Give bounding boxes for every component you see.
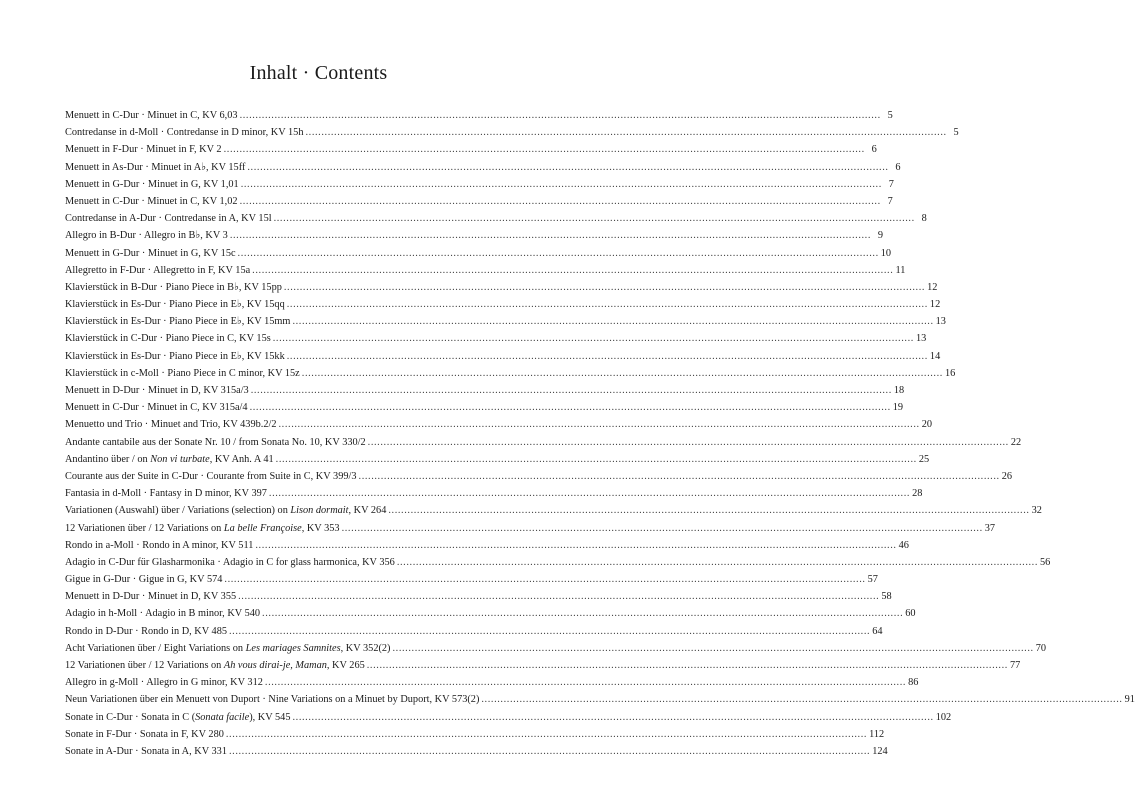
toc-entry-title-part: , KV 264 — [348, 505, 387, 517]
dot-leader — [247, 159, 888, 176]
dot-leader — [287, 348, 928, 365]
toc-entry-title: Contredanse in A-Dur · Contredanse in A, KV 15l — [65, 213, 272, 225]
dot-leader — [224, 141, 865, 158]
toc-entry-italic-title: Lison dormait — [290, 505, 349, 517]
toc-entry — [65, 141, 877, 158]
toc-entry-page-number: 7 — [888, 178, 894, 190]
dot-leader — [392, 640, 1033, 657]
toc-entry-page-number: 6 — [871, 144, 877, 156]
toc-entry-page-number: 5 — [953, 127, 959, 139]
toc-entry — [65, 657, 1021, 674]
toc-entry-title: Menuett in D-Dur · Minuet in D, KV 355 — [65, 591, 237, 603]
toc-entry — [65, 382, 905, 399]
toc-entry-title-part: 12 Variationen über / 12 Variations on — [65, 660, 224, 671]
toc-entry-page-number: 20 — [921, 419, 932, 431]
toc-entry-page-number: 11 — [895, 264, 906, 276]
toc-entry-italic-title: Non vi turbate — [150, 453, 210, 465]
dot-leader — [287, 296, 928, 313]
toc-entry-title: Rondo in a-Moll · Rondo in A minor, KV 511 — [65, 539, 254, 551]
toc-entry-title — [65, 502, 386, 519]
toc-entry-page-number: 28 — [912, 488, 923, 500]
toc-entry-title: Andante cantabile aus der Sonate Nr. 10 / from Sonata No. 10, KV 330/2 — [65, 436, 366, 448]
dot-leader — [238, 588, 879, 605]
dot-leader — [241, 176, 882, 193]
toc-entry — [65, 674, 919, 691]
toc-entry-title: Allegro in B-Dur · Allegro in B♭, KV 3 — [65, 230, 228, 242]
toc-entry-title: Gigue in G-Dur · Gigue in G, KV 574 — [65, 574, 223, 586]
dot-leader — [273, 330, 914, 347]
toc-entry-page-number: 10 — [880, 247, 892, 259]
toc-entry-italic-title: Ah vous dirai-je, Maman — [223, 660, 327, 671]
toc-entry — [65, 726, 885, 743]
dot-leader — [269, 485, 910, 502]
dot-leader — [292, 313, 933, 330]
toc-entry-title: Menuett in G-Dur · Minuet in G, KV 15c — [65, 247, 236, 259]
toc-entry-italic-title: Les mariages Samnites — [245, 642, 341, 654]
toc-entry — [65, 107, 893, 124]
toc-entry-title: Contredanse in d-Moll · Contredanse in D minor, KV 15h — [65, 127, 304, 139]
toc-entry-title — [65, 520, 340, 537]
toc-entry-title: Klavierstück in Es-Dur · Piano Piece in E♭, KV 15mm — [65, 316, 291, 328]
toc-entry-title: Allegro in g-Moll · Allegro in G minor, KV 312 — [65, 677, 263, 689]
dot-leader — [255, 537, 896, 554]
toc-entry-title-part: Variationen (Auswahl) über / Variations (selection) on — [65, 505, 291, 517]
toc-entry-title: Klavierstück in Es-Dur · Piano Piece in E♭, KV 15kk — [65, 350, 285, 362]
toc-entry — [65, 571, 878, 588]
toc-entry — [65, 502, 1042, 519]
toc-entry — [65, 124, 959, 141]
toc-entry — [65, 330, 927, 347]
dot-leader — [359, 468, 1000, 485]
toc-entry-title-part: , KV 265 — [326, 660, 365, 671]
dot-leader — [229, 623, 870, 640]
toc-entry-page-number: 70 — [1035, 642, 1046, 654]
toc-entry — [65, 485, 923, 502]
toc-entry-page-number: 7 — [887, 195, 893, 207]
toc-entry-page-number: 12 — [927, 281, 938, 293]
dot-leader — [274, 210, 915, 227]
toc-entry-title: Courante aus der Suite in C-Dur · Courante from Suite in C, KV 399/3 — [65, 470, 357, 482]
dot-leader — [238, 245, 879, 262]
toc-entry-page-number: 56 — [1040, 556, 1051, 568]
toc-entry-title: Allegretto in F-Dur · Allegretto in F, KV 15a — [65, 264, 251, 276]
toc-entry-page-number: 6 — [895, 161, 901, 173]
toc-entry-title: Sonate in F-Dur · Sonata in F, KV 280 — [65, 728, 224, 740]
toc-entry-page-number: 77 — [1009, 660, 1021, 671]
dot-leader — [224, 571, 865, 588]
toc-entry-italic-title: Sonata facile — [195, 711, 250, 723]
toc-entry-title-part: , KV 352(2) — [340, 642, 391, 654]
dot-leader — [481, 691, 1122, 708]
toc-entry — [65, 365, 956, 382]
toc-entry-title-part: , KV Anh. A 41 — [209, 453, 274, 465]
toc-entry-title: Menuett in C-Dur · Minuet in C, KV 6,03 — [65, 110, 238, 121]
toc-entry-title — [65, 709, 290, 726]
toc-entry — [65, 588, 892, 605]
toc-entry — [65, 520, 996, 537]
dot-leader — [292, 709, 933, 726]
toc-entry-title-part: ), KV 545 — [249, 711, 291, 723]
toc-entry-title: Rondo in D-Dur · Rondo in D, KV 485 — [65, 625, 227, 637]
dot-leader — [265, 674, 906, 691]
toc-entry — [65, 623, 883, 640]
toc-entry — [65, 434, 1022, 451]
toc-entry — [65, 468, 1013, 485]
toc-entry-title: Menuett in C-Dur · Minuet in C, KV 315a/4 — [65, 402, 248, 414]
toc-entry — [65, 227, 884, 244]
toc-entry-page-number: 91 — [1124, 694, 1135, 706]
toc-entry-page-number: 5 — [887, 110, 893, 121]
toc-entry-title: Adagio in C-Dur für Glasharmonika · Adagio in C for glass harmonica, KV 356 — [65, 556, 395, 568]
toc-entry-title: Menuetto und Trio · Minuet and Trio, KV 439b.2/2 — [65, 419, 277, 431]
dot-leader — [284, 279, 925, 296]
toc-entry — [65, 554, 1051, 571]
toc-entry-title: Menuett in C-Dur · Minuet in C, KV 1,02 — [65, 195, 238, 207]
toc-entry — [65, 416, 932, 433]
toc-entry-page-number: 13 — [915, 333, 927, 345]
toc-entry — [65, 159, 901, 176]
toc-entry-page-number: 16 — [944, 367, 956, 379]
toc-entry-page-number: 13 — [935, 316, 946, 328]
dot-leader — [279, 416, 920, 433]
toc-entry-page-number: 46 — [898, 539, 909, 551]
toc-entry-title: Klavierstück in B-Dur · Piano Piece in B♭, KV 15pp — [65, 281, 282, 293]
toc-entry — [65, 537, 909, 554]
toc-entry-page-number: 14 — [929, 350, 941, 362]
toc-entry — [65, 709, 952, 726]
dot-leader — [368, 434, 1009, 451]
dot-leader — [342, 520, 983, 537]
dot-leader — [302, 365, 943, 382]
table-of-contents — [65, 107, 1135, 760]
dot-leader — [388, 502, 1029, 519]
toc-entry-page-number: 112 — [869, 728, 885, 740]
toc-entry-title: Menuett in F-Dur · Minuet in F, KV 2 — [65, 144, 222, 156]
toc-entry-title: Adagio in h-Moll · Adagio in B minor, KV 540 — [65, 608, 261, 620]
toc-entry-page-number: 60 — [905, 608, 916, 620]
toc-entry — [65, 313, 946, 330]
toc-entry-page-number: 26 — [1001, 470, 1013, 482]
toc-entry — [65, 176, 894, 193]
toc-entry-title: Klavierstück in C-Dur · Piano Piece in C, KV 15s — [65, 333, 271, 345]
toc-entry-title: Menuett in D-Dur · Minuet in D, KV 315a/3 — [65, 385, 249, 396]
toc-entry — [65, 399, 904, 416]
dot-leader — [276, 451, 917, 468]
toc-entry — [65, 245, 892, 262]
toc-entry-page-number: 57 — [867, 574, 878, 586]
toc-entry-page-number: 58 — [881, 591, 892, 603]
toc-entry — [65, 605, 916, 622]
dot-leader — [230, 227, 871, 244]
toc-entry — [65, 640, 1046, 657]
toc-entry — [65, 451, 930, 468]
toc-entry-title-part: Sonate in C-Dur · Sonata in C ( — [65, 711, 196, 723]
toc-entry-page-number: 8 — [921, 213, 927, 225]
dot-leader — [240, 107, 881, 124]
toc-entry-page-number: 32 — [1031, 505, 1042, 517]
toc-entry-title — [65, 657, 365, 674]
dot-leader — [226, 726, 867, 743]
dot-leader — [251, 382, 892, 399]
toc-entry-title: Klavierstück in Es-Dur · Piano Piece in E♭, KV 15qq — [65, 299, 285, 311]
dot-leader — [252, 262, 893, 279]
toc-entry — [65, 279, 938, 296]
toc-entry-page-number: 18 — [893, 385, 905, 396]
toc-entry-page-number: 64 — [872, 625, 883, 637]
toc-entry — [65, 348, 941, 365]
dot-leader — [240, 193, 881, 210]
dot-leader — [305, 124, 946, 141]
toc-entry-page-number: 124 — [872, 745, 888, 757]
dot-leader — [367, 657, 1008, 674]
toc-entry-title: Menuett in As-Dur · Minuet in A♭, KV 15ff — [65, 161, 246, 173]
toc-entry-page-number: 102 — [935, 711, 952, 723]
toc-entry — [65, 262, 906, 279]
toc-entry-page-number: 9 — [877, 230, 884, 242]
toc-entry-title-part: 12 Variationen über / 12 Variations on — [65, 522, 224, 534]
toc-entry-title: Sonate in A-Dur · Sonata in A, KV 331 — [65, 745, 227, 757]
toc-entry — [65, 691, 1135, 708]
toc-entry-title: Fantasia in d-Moll · Fantasy in D minor, KV 397 — [65, 488, 267, 500]
dot-leader — [250, 399, 891, 416]
toc-entry-title-part: Andantino über / on — [65, 453, 151, 465]
toc-entry — [65, 210, 927, 227]
toc-entry-title-part: , KV 353 — [301, 522, 340, 534]
toc-entry-page-number: 25 — [918, 453, 930, 465]
toc-entry-title: Menuett in G-Dur · Minuet in G, KV 1,01 — [65, 178, 239, 190]
toc-entry-title — [65, 451, 274, 468]
toc-entry-page-number: 12 — [929, 299, 941, 311]
toc-entry-title-part: Acht Variationen über / Eight Variations on — [65, 642, 246, 654]
toc-entry-page-number: 37 — [984, 522, 996, 534]
toc-entry-page-number: 22 — [1010, 436, 1022, 448]
toc-entry-title — [65, 640, 390, 657]
dot-leader — [262, 605, 903, 622]
toc-entry-title: Neun Variationen über ein Menuett von Duport · Nine Variations on a Minuet by Duport, KV 573(2) — [65, 694, 480, 706]
page-title: Inhalt · Contents — [249, 62, 388, 84]
toc-entry-italic-title: La belle Françoise — [223, 522, 302, 534]
toc-entry-page-number: 19 — [892, 402, 904, 414]
toc-entry-title: Klavierstück in c-Moll · Piano Piece in C minor, KV 15z — [65, 367, 300, 379]
toc-entry — [65, 296, 941, 313]
dot-leader — [397, 554, 1038, 571]
toc-entry-page-number: 86 — [908, 677, 919, 689]
toc-entry — [65, 193, 893, 210]
dot-leader — [229, 743, 870, 760]
toc-entry — [65, 743, 888, 760]
